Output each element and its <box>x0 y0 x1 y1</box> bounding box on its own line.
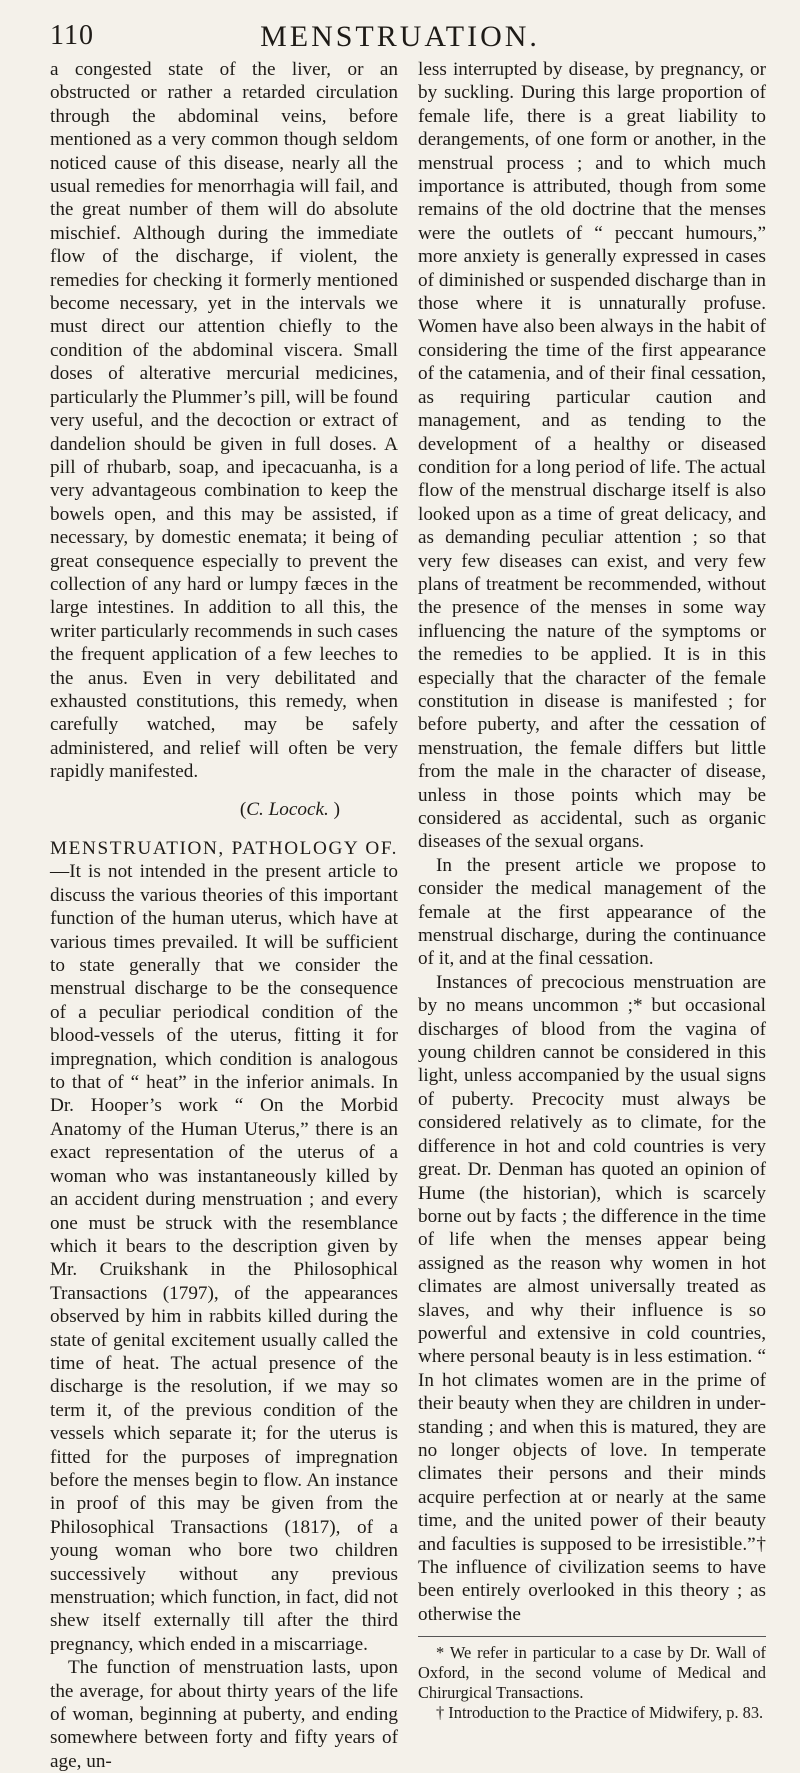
running-head <box>50 20 750 60</box>
paragraph: The function of menstruation lasts, upon the average, for about thirty years of the life of woman, beginning at puberty, and ending somewhere between forty and fifty years of age, un- <box>50 1657 398 1772</box>
article-paragraph-text: —It is not intended in the present article to discuss the various theories of this important function of the human uterus, which have at various times prevailed. It will be sufficient to state generally that we consider the menstrual discharge to be the consequence of a peculiar periodical condition of the blood-vessels of the uterus, fitting it for impregnation, which condition is analogous to that of “ heat” in the inferior animals. In Dr. Hooper’s work “ On the Morbid Anatomy of the Human Uterus,” there is an exact representation of the uterus of a woman who was instantaneously killed by an accident during menstruation ; and every one must be struck with the resemblance which it bears to the description given by Mr. Cruikshank in the Philosophical Transactions (1797), of the appearances observed by him in rabbits killed during the state of genital excitement usually called the time of heat. The actual presence of the discharge is the resolution, if we may so term it, of the previous condition of the vessels which separate it; for the uterus is fitted for the purposes of impregnation before the menses begin to flow. An instance in proof of this may be given from the Philosophical Transactions (1817), of a young woman who bore two children successively without any previous menstruation; which function, in fact, did not shew itself externally till after the third pregnancy, which ended in a miscarriage. <box>50 861 398 1655</box>
paragraph: In the present article we propose to consider the medical management of the female at the first appearance of the menstrual discharge, during the continuance of it, and at the final cessation. <box>418 854 766 970</box>
continued-paragraph: a congested state of the liver, or an obstructed or rather a retarded circulation through the abdominal veins, before mentioned as a very common though seldom noticed cause of this disease, nearly all the usual remedies for menorrhagia will fail, and the great number of them will do absolute mischief. Although during the immediate flow of the discharge, if violent, the remedies for checking it formerly mentioned become necessary, yet in the intervals we must direct our attention chiefly to the condition of the abdominal viscera. Small doses of alterative mercurial medicines, particularly the Plummer’s pill, will be found very useful, and the decoction or extract of dandelion should be given in full doses. A pill of rhubarb, soap, and ipecacuanha, is a very advantageous combination to keep the bowels open, and this may be assisted, if necessary, by domestic enemata; it being of great consequence especially to prevent the collection of any hard or lumpy fæces in the large intestines. In addition to all this, the writer particularly recommends in such cases the frequent application of a few leeches to the anus. Even in very debilitated and exhausted constitutions, this remedy, when carefully watched, may be safely administered, and relief will often be very rapidly manifested. <box>50 59 398 783</box>
left-column <box>50 58 398 1773</box>
paragraph: less interrupted by disease, by pregnancy, or by suckling. During this large proportion of female life, there is a great liability to derangements, of one form or another, in the menstrual process ; and to which much importance is attributed, though from some remains of the old doctrine that the menses were the outlets of “ peccant humours,” more anxiety is generally expressed in cases of diminished or suspended discharge than in those where it is unnaturally profuse. Women have also been always in the habit of considering the time of the first appearance of the catamenia, and of their final cessation, as requiring particular caution and management, and as tending to the development of a healthy or diseased condition for a long period of life. The actual flow of the menstrual discharge itself is also looked upon as a time of great delicacy, and as demanding peculiar attention ; so that very few diseases can exist, and very few plans of treatment be recommended, without the presence of the menses in some way influencing the nature of the symptoms or the remedies to be applied. It is in this especially that the character of the female constitution in disease is manifested ; for before puberty, and after the cessation of menstruation, the female differs but little from the male in the character of disease, unless in those points which may be considered as accidental, such as organic diseases of the sexual organs. <box>418 59 766 853</box>
footnote: * We refer in particular to a case by Dr. Wall of Oxford, in the second volume of Medical and Chirurgical Transactions. <box>418 1643 766 1703</box>
footnote-divider <box>418 1636 766 1637</box>
text-columns <box>50 58 766 1773</box>
author-signature: (C. Locock. ) <box>239 798 340 820</box>
article-paragraph <box>50 837 398 1656</box>
page-number: 110 <box>50 20 94 51</box>
signature-text: C. Locock. <box>246 798 329 820</box>
article-heading: MENSTRUATION, PATHOLOGY OF. <box>50 838 398 859</box>
right-column <box>418 58 766 1773</box>
header-title: MENSTRUATION. <box>260 20 540 53</box>
paragraph: Instances of precocious menstruation are by no means uncommon ;* but occasional discharges of blood from the vagina of young children cannot be considered in this light, unless accompanied by the usual signs of puberty. Precocity must always be considered relatively as to climate, for the difference in hot and cold countries is very great. Dr. Denman has quoted an opinion of Hume (the historian), which is scarcely borne out by facts ; the difference in the time of life when the menses appear being assigned as the reason why women in hot climates are almost universally treated as slaves, and why their influence is so powerful and extensive in cold countries, where personal beauty is in less estimation. “ In hot climates women are in the prime of their beauty when they are children in under-standing ; and when this is matured, they are no longer objects of love. In temperate climates their persons and their minds acquire perfection at or nearly at the same time, and the united power of their beauty and faculties is supposed to be irresistible.”† The influence of civilization seems to have been entirely overlooked in this theory ; as otherwise the <box>418 971 766 1625</box>
footnote: † Introduction to the Practice of Midwifery, p. 83. <box>436 1703 764 1723</box>
